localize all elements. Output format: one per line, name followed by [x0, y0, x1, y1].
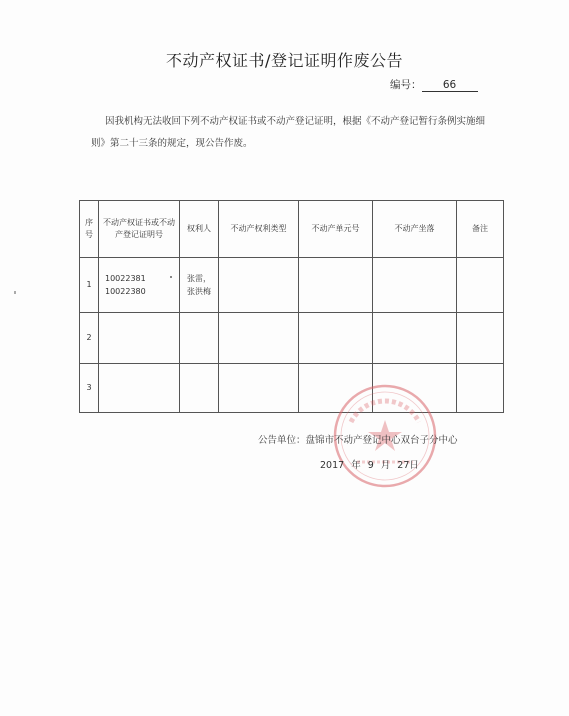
row-remark [457, 313, 504, 364]
row-remark [457, 364, 504, 413]
header-cert-no: 不动产权证书或不动产登记证明号 [99, 201, 180, 258]
row-cert-no [99, 258, 180, 313]
row-right-type [219, 313, 299, 364]
row-unit-no [299, 364, 373, 413]
header-owner: 权利人 [180, 201, 219, 258]
document-number-label: 编号： [390, 79, 422, 91]
owner-name: 张洪梅 [187, 287, 211, 296]
row-seq: 3 [80, 364, 99, 413]
table-row [80, 258, 504, 313]
issuing-unit: 公告单位：盘锦市不动产登记中心双台子分中心 [258, 435, 458, 446]
row-seq: 2 [80, 313, 99, 364]
issue-date: 2017 年 9 月 27日 [320, 460, 419, 471]
document-number-value: 66 [422, 79, 478, 92]
row-remark [457, 258, 504, 313]
row-owner [180, 313, 219, 364]
row-right-type [219, 258, 299, 313]
row-location [373, 313, 457, 364]
header-location: 不动产坐落 [373, 201, 457, 258]
table-header-row [80, 201, 504, 258]
header-remark: 备注 [457, 201, 504, 258]
scan-speck [170, 276, 172, 278]
row-location [373, 364, 457, 413]
scan-speck [14, 291, 16, 294]
announcement-body: 因我机构无法收回下列不动产权证书或不动产登记证明，根据《不动产登记暂行条例实施细则》第二十三条的规定，现公告作废。 [91, 116, 486, 149]
row-seq: 1 [80, 258, 99, 313]
row-cert-no [99, 364, 180, 413]
owner-name: 张雷， [187, 274, 211, 283]
cert-number: 10022381 [105, 274, 146, 283]
row-owner [180, 258, 219, 313]
row-cert-no [99, 313, 180, 364]
row-location [373, 258, 457, 313]
document-number [390, 77, 478, 92]
void-certificate-table [79, 200, 504, 413]
table-row [80, 364, 504, 413]
header-seq: 序号 [80, 201, 99, 258]
row-unit-no [299, 313, 373, 364]
row-right-type [219, 364, 299, 413]
document-title: 不动产权证书/登记证明作废公告 [166, 51, 403, 70]
row-unit-no [299, 258, 373, 313]
header-unit-no: 不动产单元号 [299, 201, 373, 258]
row-owner [180, 364, 219, 413]
cert-number: 10022380 [105, 287, 146, 296]
header-right-type: 不动产权利类型 [219, 201, 299, 258]
table-row [80, 313, 504, 364]
